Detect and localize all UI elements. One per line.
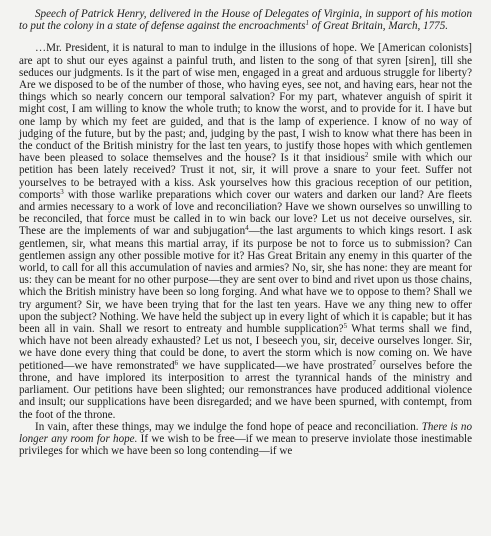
footnote-marker: 5 <box>343 322 348 331</box>
speech-introduction <box>19 8 472 32</box>
intro-text: Speech of Patrick Henry, delivered in the House of Delegates of Virginia, in support of his motion to put the colony in a state of defense against the encroachments <box>19 8 472 33</box>
text-segment: If we wish to be free—if we mean to preserve inviolate those inestimable privileges for which we have been so long contending—if we <box>19 432 472 458</box>
footnote-marker: 2 <box>364 151 369 160</box>
intro-text-end: of Great Britain, March, 1775. <box>308 20 449 33</box>
footnote-marker: 1 <box>305 19 309 28</box>
speech-paragraph-1 <box>19 42 472 420</box>
text-segment: —the last arguments to which kings resort. I ask gentlemen, sir, what means this martial array, if its purpose be not to force us to submission? Can gentlemen assign any other possible motive for it? Has Great Britain any enemy in this quarter of the world, to call for all this accumulation of navies and armies? No, sir, she has none: they are meant for us: they can be meant for no other purpose—they are sent over to bind and rivet upon us those chains, which the British ministry have been so long forging. And what have we to oppose to them? Shall we try argument? Sir, we have been trying that for the last ten years. Have we any thing new to offer upon the subject? Nothing. We have held the subject up in every light of which it is capable; but it has been all in vain. Shall we resort to entreaty and humble supplication? <box>19 225 473 336</box>
footnote-marker: 7 <box>372 358 376 367</box>
text-segment: ourselves before the throne, and have implored its interposition to arrest the tyrannical hands of the ministry and parliament. Our petitions have been slighted; our remonstrances have produced additional violence and insult; our supplications have been disregarded; and we have been spurned, with contempt, from the foot of the throne. <box>19 359 472 421</box>
footnote-marker: 3 <box>60 187 64 196</box>
text-segment: …Mr. President, it is natural to man to indulge in the illusions of hope. We [American colonists] are apt to shut our eyes against a painful truth, and listen to the song of that syren [siren], till she seduces our judgments. Is it the part of wise men, engaged in a great and arduous struggle for liberty? Are we disposed to be of the number of those, who having eyes, see not, and having ears, hear not the things which so nearly concern our temporal salvation? For my part, whatever anguish of spirit it might cost, I am willing to know the whole truth; to know the worst, and to provide for it. I have but one lamp by which my feet are guided, and that is the lamp of experience. I know of no way of judging of the future, but by the past; and, judging by the past, I wish to know what there has been in the conduct of the British ministry for the last ten years, to justify those hopes with which gentlemen have been pleased to solace themselves and the house? Is it that insidious <box>19 42 472 165</box>
footnote-marker: 4 <box>245 224 249 233</box>
emphasized-text: There is no longer any room for hope. <box>19 420 472 445</box>
speech-paragraph-2 <box>19 421 472 458</box>
text-segment: we have supplicated—we have prostrated <box>178 359 373 372</box>
text-segment: with those warlike preparations which cover our waters and darken our land? Are fleets and armies necessary to a work of love and reconciliation? Have we shown ourselves so unwilling to be reconciled, that force must be called in to win back our love? Let us not deceive ourselves, sir. These are the implements of war and subjugation <box>19 188 472 238</box>
footnote-marker: 6 <box>174 358 178 367</box>
text-segment: What terms shall we find, which have not been already exhausted? Let us not, I beseech you, sir, deceive ourselves longer. Sir, we have done every thing that could be done, to avert the storm which is now coming on. We have petitioned—we have remonstrated <box>19 323 473 372</box>
text-segment: smile with which our petition has been lately received? Trust it not, sir, it will prove a snare to your feet. Suffer not yourselves to be betrayed with a kiss. Ask yourselves how this gracious reception of our petition, comports <box>19 152 472 201</box>
text-segment: In vain, after these things, may we indulge the fond hope of peace and reconciliation. <box>35 420 422 433</box>
